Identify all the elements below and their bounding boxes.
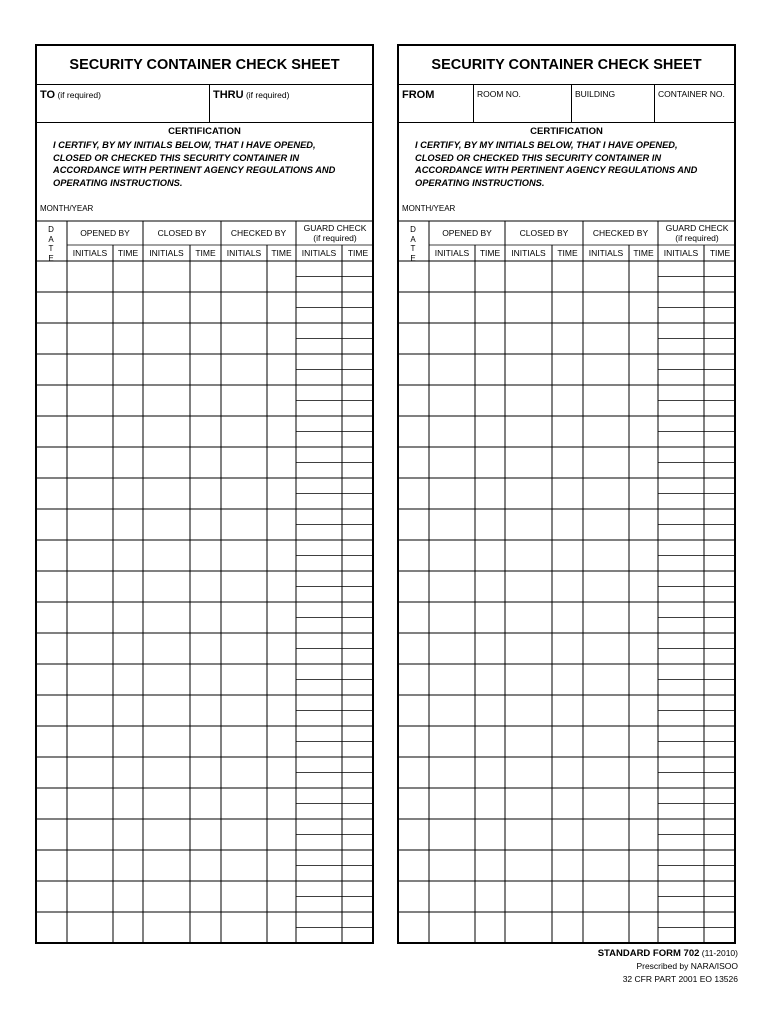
initials-subheader: INITIALS <box>588 248 624 258</box>
sheet-title: SECURITY CONTAINER CHECK SHEET <box>69 57 340 73</box>
date-column-letter: E <box>48 253 54 263</box>
date-column-letter: T <box>48 244 54 253</box>
form-name: STANDARD FORM 702 <box>597 948 700 959</box>
thru-label: THRU <box>213 89 244 101</box>
checked-by-header: CHECKED BY <box>592 228 649 238</box>
time-subheader: TIME <box>479 248 501 258</box>
form-footer <box>598 947 738 986</box>
sheet-title: SECURITY CONTAINER CHECK SHEET <box>431 57 702 73</box>
date-column-letter: D <box>48 225 54 234</box>
cert-line: I CERTIFY, BY MY INITIALS BELOW, THAT I HAVE OPENED, <box>415 140 678 150</box>
check-sheet-left <box>35 44 374 944</box>
guard-check-note: (if required) <box>313 233 357 243</box>
initials-subheader: INITIALS <box>663 248 699 258</box>
date-column-letter: A <box>410 234 416 244</box>
initials-subheader: INITIALS <box>301 248 337 258</box>
certification-title: CERTIFICATION <box>168 126 241 137</box>
guard-check-note: (if required) <box>675 233 719 243</box>
initials-subheader: INITIALS <box>149 248 184 258</box>
room-no-label: ROOM NO. <box>477 89 521 99</box>
initials-subheader: INITIALS <box>72 248 108 258</box>
cert-line: CLOSED OR CHECKED THIS SECURITY CONTAINER IN <box>53 152 300 163</box>
time-subheader: TIME <box>709 248 731 258</box>
month-year-field[interactable]: MONTH/YEAR <box>40 204 94 213</box>
checked-by-header: CHECKED BY <box>230 228 287 238</box>
certification-title: CERTIFICATION <box>530 126 603 137</box>
opened-by-header: OPENED BY <box>80 228 130 238</box>
closed-by-header: CLOSED BY <box>157 228 207 238</box>
month-year-field[interactable]: MONTH/YEAR <box>402 204 456 213</box>
date-column-letter: D <box>410 225 416 234</box>
to-label: TO <box>40 89 56 101</box>
to-note: (if required) <box>57 90 101 100</box>
time-subheader: TIME <box>347 248 369 258</box>
cert-line: I CERTIFY, BY MY INITIALS BELOW, THAT I HAVE OPENED, <box>53 140 316 150</box>
log-grid-lines <box>399 46 736 945</box>
building-label: BUILDING <box>575 89 616 99</box>
initials-subheader: INITIALS <box>226 248 262 258</box>
time-subheader: TIME <box>271 248 292 258</box>
cert-line: CLOSED OR CHECKED THIS SECURITY CONTAINER IN <box>415 152 662 163</box>
opened-by-header: OPENED BY <box>442 228 492 238</box>
time-subheader: TIME <box>557 248 578 258</box>
initials-subheader: INITIALS <box>511 248 546 258</box>
log-grid-lines <box>37 46 374 945</box>
cfr-reference: 32 CFR PART 2001 EO 13526 <box>622 974 738 984</box>
cert-line: OPERATING INSTRUCTIONS. <box>53 177 183 188</box>
time-subheader: TIME <box>117 248 139 258</box>
thru-note: (if required) <box>245 90 290 100</box>
form-date: (11-2010) <box>701 948 738 958</box>
check-sheet-right <box>397 44 736 944</box>
initials-subheader: INITIALS <box>434 248 470 258</box>
container-no-label: CONTAINER NO. <box>658 89 725 99</box>
time-subheader: TIME <box>195 248 216 258</box>
time-subheader: TIME <box>633 248 654 258</box>
date-column-letter: A <box>48 234 54 244</box>
date-column-letter: T <box>410 244 416 253</box>
cert-line: ACCORDANCE WITH PERTINENT AGENCY REGULATIONS AND <box>415 165 698 176</box>
prescribed-by: Prescribed by NARA/ISOO <box>636 961 738 971</box>
date-column-letter: E <box>410 253 416 263</box>
guard-check-header: GUARD CHECK <box>665 223 729 233</box>
closed-by-header: CLOSED BY <box>519 228 569 238</box>
guard-check-header: GUARD CHECK <box>303 223 367 233</box>
from-label: FROM <box>402 89 435 101</box>
cert-line: ACCORDANCE WITH PERTINENT AGENCY REGULATIONS AND <box>53 165 336 176</box>
cert-line: OPERATING INSTRUCTIONS. <box>415 177 545 188</box>
